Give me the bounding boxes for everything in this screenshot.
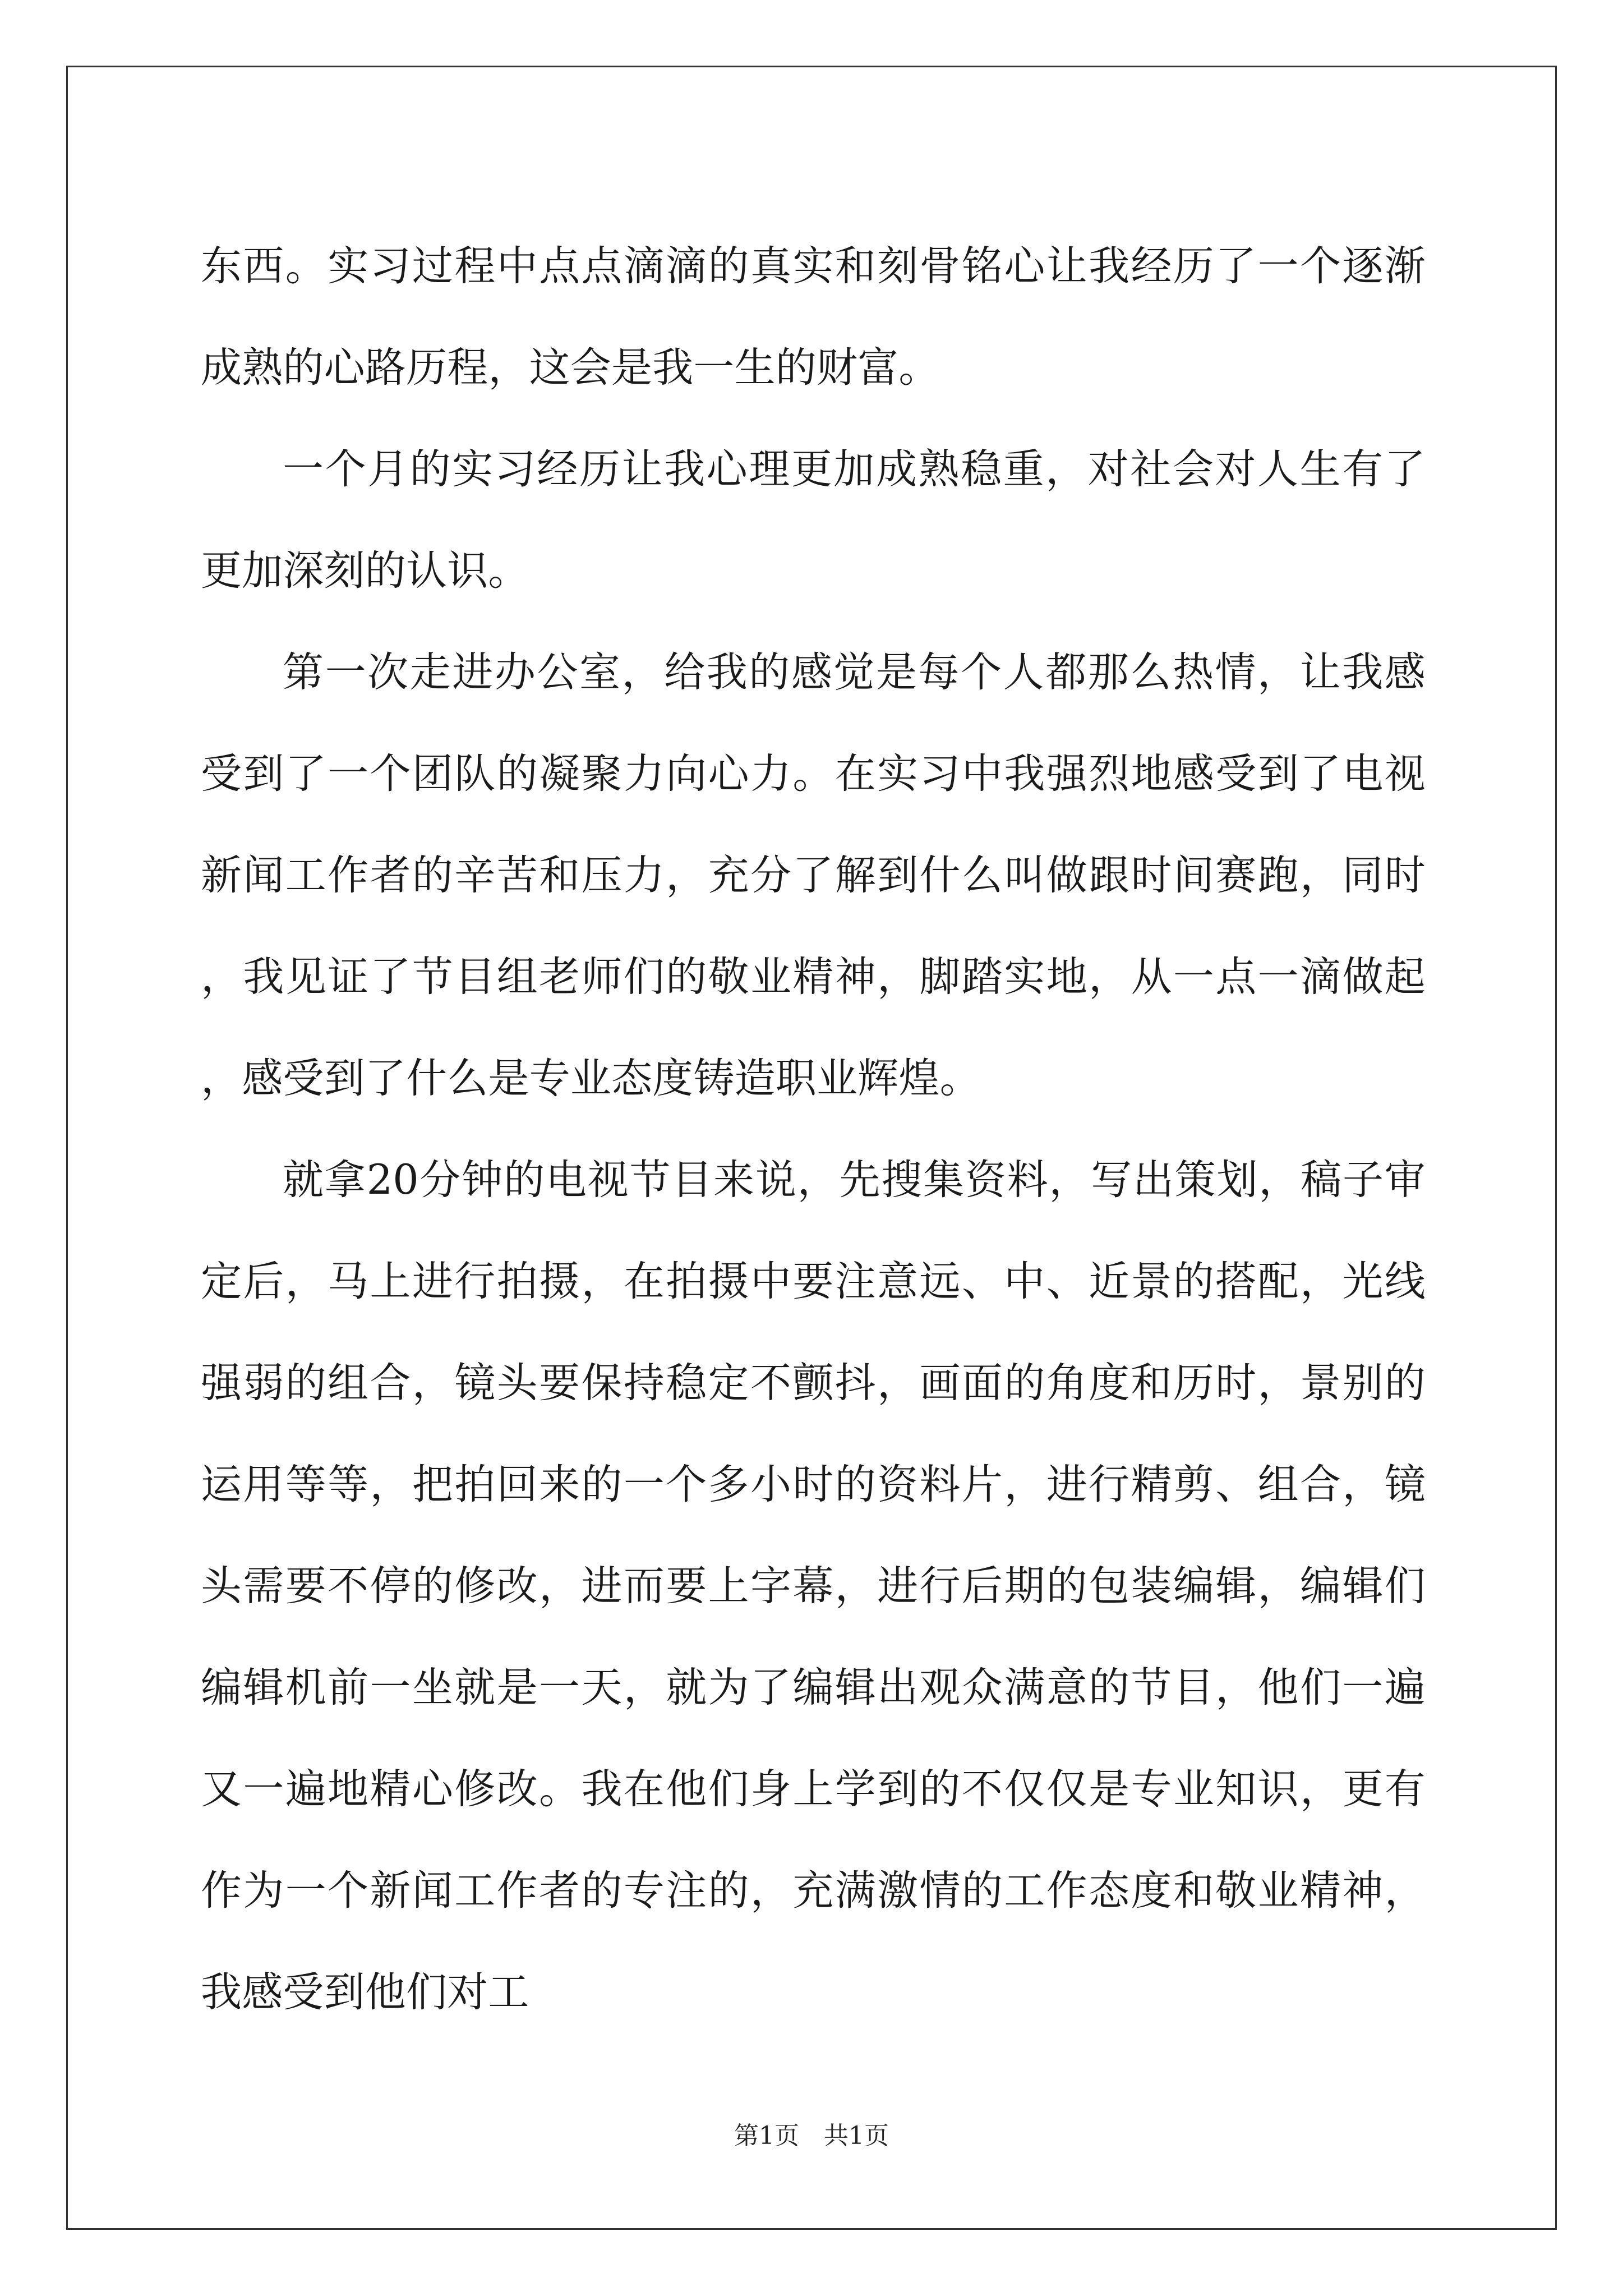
paragraph-1: 东西。实习过程中点点滴滴的真实和刻骨铭心让我经历了一个逐渐成熟的心路历程，这会是我一生的财富。 <box>201 242 1426 392</box>
paragraph-4: 就拿20分钟的电视节目来说，先搜集资料，写出策划，稿子审定后，马上进行拍摄，在拍摄中要注意远、中、近景的搭配，光线强弱的组合，镜头要保持稳定不颤抖，画面的角度和历时，景别的运用等等，把拍回来的一个多小时的资料片，进行精剪、组合，镜头需要不停的修改，进而要上字幕，进行后期的包装编辑，编辑们编辑机前一坐就是一天，就为了编辑出观众满意的节目，他们一遍又一遍地精心修改。我在他们身上学到的不仅仅是专业知识，更有作为一个新闻工作者的专注的，充满激情的工作态度和敬业精神，我感受到他们对工 <box>201 1156 1426 2016</box>
paragraph-2: 一个月的实习经历让我心理更加成熟稳重，对社会对人生有了更加深刻的认识。 <box>201 445 1426 595</box>
paragraph-3: 第一次走进办公室，给我的感觉是每个人都那么热情，让我感受到了一个团队的凝聚力向心力。在实习中我强烈地感受到了电视新闻工作者的辛苦和压力，充分了解到什么叫做跟时间赛跑，同时，我见证了节目组老师们的敬业精神，脚踏实地，从一点一滴做起，感受到了什么是专业态度铸造职业辉煌。 <box>201 648 1426 1102</box>
page-number-footer: 第1页 共1页 <box>734 2122 889 2150</box>
document-body <box>201 215 1426 2043</box>
